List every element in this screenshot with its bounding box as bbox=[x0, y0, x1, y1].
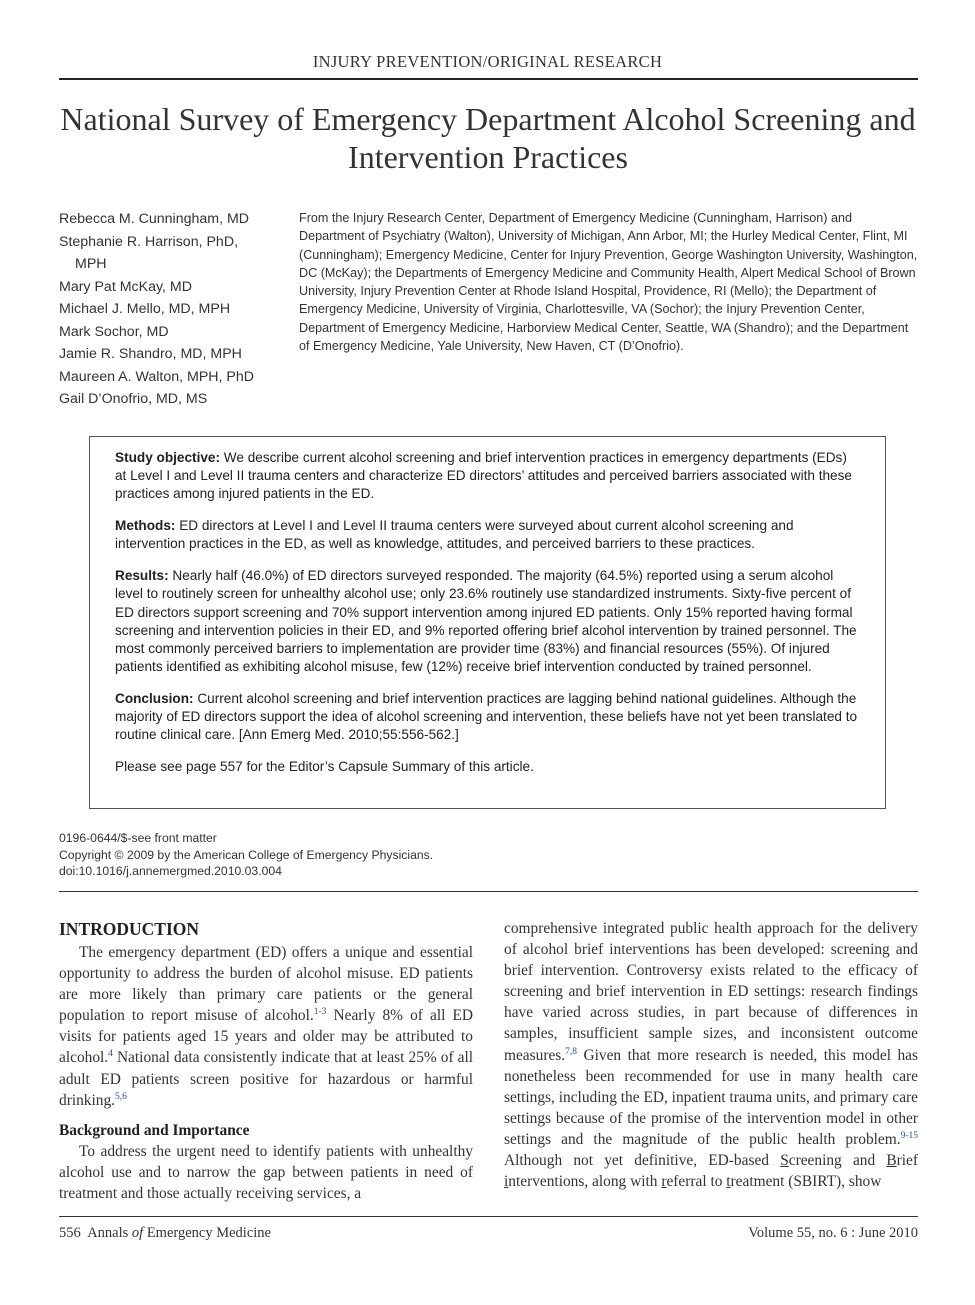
author: Rebecca M. Cunningham, MD bbox=[59, 211, 250, 227]
footer-left bbox=[59, 1225, 271, 1242]
author: Jamie R. Shandro, MD, MPH bbox=[59, 346, 242, 362]
results-label: Results: bbox=[115, 568, 169, 584]
methods-label: Methods: bbox=[115, 518, 176, 534]
author: Gail D’Onofrio, MD, MS bbox=[59, 391, 208, 407]
results-text: Nearly half (46.0%) of ED directors surveyed responded. The majority (64.5%) reported using a serum alcohol level to routinely screen for unhealthy alcohol use; only 23.6% routinely use standardized instruments. Sixty-five percent of ED directors support screening and 70% support intervention among injured ED patients. Only 15% reported having formal screening and intervention policies in their ED, and 9% reported offering brief alcohol intervention by trained personnel. The most commonly perceived barriers to implementation are provider time (83%) and financial resources (55%). Of injured patients identified as exhibiting alcohol misuse, few (12%) receive brief intervention conducted by trained personnel. bbox=[115, 568, 857, 675]
top-rule bbox=[59, 78, 918, 80]
doi: doi:10.1016/j.annemergmed.2010.03.004 bbox=[59, 864, 282, 878]
conclusion-label: Conclusion: bbox=[115, 691, 194, 707]
citation[interactable]: 4 bbox=[108, 1049, 113, 1060]
author: MPH bbox=[75, 256, 107, 272]
intro-paragraph: The emergency department (ED) offers a unique and essential opportunity to address the burden of alcohol misuse. ED patients are more likely than primary care patients or the general population to report misuse of alcohol.$^{1-3}$ Nearly 8% of all ED visits for patients aged 15 years and older may be attributed to alcohol.$^4$ National data consistently indicate that at least 25% of all adult ED patients screen positive for hazardous or harmful drinking.$^{5,6}$ bbox=[59, 944, 473, 1109]
continued-paragraph: comprehensive integrated public health approach for the delivery of alcohol brief interventions has been developed: screening and brief intervention. Controversy exists related to the efficacy of screening and brief intervention in ED settings: research findings have varied across studies, in part because of differences in samples, insufficient sample sizes, and inconsistent outcome measures.$^{7,8}$ Given that more research is needed, this model has nonetheless been recommended for use in many health care settings, including the ED, inpatient trauma units, and primary care settings because of the promise of the intervention model in other settings and the magnitude of the public health problem.$^{9-15}$ Although not yet definitive, ED-based Screening and Brief interventions, along with referral to treatment (SBIRT), show bbox=[504, 920, 919, 1191]
background-heading: Background and Importance bbox=[59, 1121, 250, 1139]
volume-info: Volume 55, no. 6 : June 2010 bbox=[748, 1225, 918, 1241]
objective-text: We describe current alcohol screening and brief intervention practices in emergency departments (EDs) at Level I and Level II trauma centers and characterize ED directors’ attitudes and perceived barriers associated with these practices among injured patients in the ED. bbox=[115, 450, 852, 502]
section-header: INJURY PREVENTION/ORIGINAL RESEARCH bbox=[312, 52, 663, 71]
middle-rule bbox=[59, 891, 918, 892]
author: Mary Pat McKay, MD bbox=[59, 278, 192, 295]
affiliations: From the Injury Research Center, Department of Emergency Medicine (Cunningham, Harrison) and Department of Psychiatry (Walton), University of Michigan, Ann Arbor, MI; the Hurley Medical Center, Flint, MI (Cunningham); Emergency Medicine, Center for Injury Prevention, George Washington University, Washington, DC (McKay); the Departments of Emergency Medicine and Community Health, Alpert Medical School of Brown University, Injury Prevention Center at Rhode Island Hospital, Providence, RI (Mello); the Department of Emergency Medicine, University of Virginia, Charlottesville, VA (Sochor); the Injury Prevention Center, Department of Emergency Medicine, Harborview Medical Center, Seattle, WA (Shandro); and the Department of Emergency Medicine, Yale University, New Haven, CT (D’Onofrio). bbox=[299, 211, 918, 354]
citation[interactable]: 1-3 bbox=[313, 1007, 327, 1018]
copyright: Copyright © 2009 by the American College of Emergency Physicians. bbox=[59, 847, 434, 862]
journal-name-of: of bbox=[131, 1225, 144, 1241]
methods-text: ED directors at Level I and Level II trauma centers were surveyed about current alcohol screening and intervention practices in the ED, as well as knowledge, attitudes, and perceived barriers to these practices. bbox=[115, 518, 794, 552]
journal-name-b: Emergency Medicine bbox=[146, 1225, 271, 1241]
citation[interactable]: 7,8 bbox=[565, 1046, 577, 1057]
abstract-objective bbox=[115, 449, 860, 504]
page-number: 556 bbox=[59, 1225, 81, 1241]
abstract-methods bbox=[115, 517, 860, 553]
abstract-note: Please see page 557 for the Editor’s Capsule Summary of this article. bbox=[115, 759, 534, 775]
front-matter: 0196-0644/$-see front matter bbox=[59, 831, 217, 845]
citation[interactable]: 9-15 bbox=[900, 1130, 918, 1141]
publication-meta bbox=[59, 830, 433, 880]
left-column bbox=[59, 918, 473, 1204]
journal-name-a: Annals bbox=[87, 1225, 129, 1241]
author: Maureen A. Walton, MPH, PhD bbox=[59, 368, 255, 385]
objective-label: Study objective: bbox=[115, 450, 220, 465]
abstract-conclusion bbox=[115, 690, 860, 745]
right-column bbox=[504, 918, 918, 1192]
bottom-rule bbox=[59, 1216, 918, 1217]
author: Michael J. Mello, MD, MPH bbox=[59, 301, 231, 317]
author-list bbox=[59, 208, 289, 411]
background-paragraph: To address the urgent need to identify patients with unhealthy alcohol use and to narrow the gap between patients in need of treatment and those actually receiving services, a bbox=[59, 1142, 473, 1202]
citation[interactable]: 5,6 bbox=[115, 1091, 127, 1102]
introduction-heading: INTRODUCTION bbox=[59, 919, 200, 939]
author: Stephanie R. Harrison, PhD, bbox=[59, 233, 239, 250]
abstract-box bbox=[89, 436, 886, 809]
article-title: National Survey of Emergency Department Alcohol Screening and Intervention Practices bbox=[60, 101, 916, 175]
conclusion-text: Current alcohol screening and brief intervention practices are lagging behind national guidelines. Although the majority of ED directors support the idea of alcohol screening and intervention, these beliefs have not yet been translated to routine clinical care. [Ann Emerg Med. 2010;55:556-562.] bbox=[115, 691, 858, 743]
abstract-results bbox=[115, 567, 860, 676]
author: Mark Sochor, MD bbox=[59, 323, 169, 340]
